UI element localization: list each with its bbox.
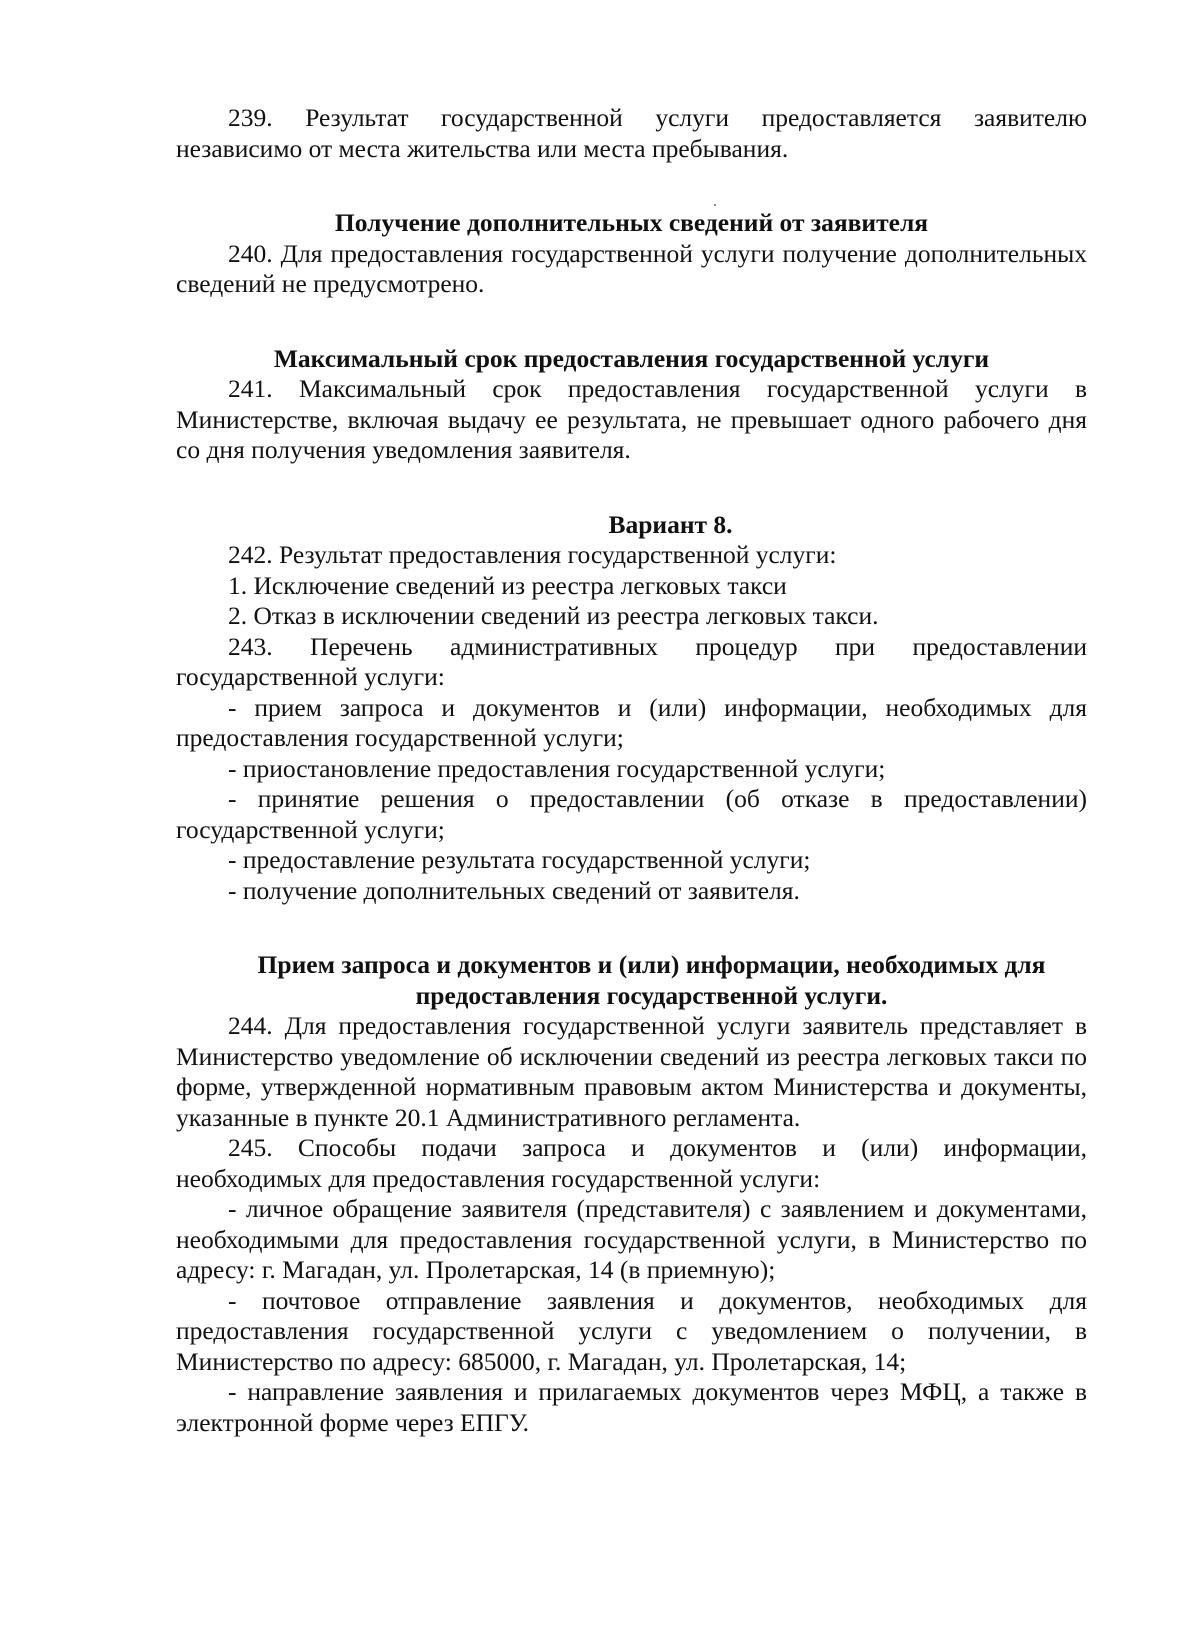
paragraph-242: 242. Результат предоставления государственной услуги:	[228, 540, 837, 569]
submission-method-item: - личное обращение заявителя (представителя) с заявлением и документами, необходимыми для предоставления государственной услуги, в Министерство по адресу: г. Магадан, ул. Пролетарская, 14 (в приемную);	[176, 1194, 1087, 1284]
procedure-list-item: - прием запроса и документов и (или) информации, необходимых для предоставления государственной услуги;	[176, 692, 1087, 752]
heading-reception: Прием запроса и документов и (или) информации, необходимых для предоставления государственной услуги.	[257, 950, 1046, 1010]
heading-variant: Вариант 8.	[608, 509, 733, 539]
paragraph-240: 240. Для предоставления государственной услуги получение дополнительных сведений не предусмотрено.	[176, 238, 1087, 298]
paragraph-244: 244. Для предоставления государственной услуги заявитель представляет в Министерство уведомление об исключении сведений из реестра легковых такси по форме, утвержденной нормативным правовым актом Министерства и документы, указанные в пункте 20.1 Административного регламента.	[176, 1011, 1087, 1132]
procedure-list-item: - предоставление результата государственной услуги;	[228, 845, 811, 874]
procedure-list-item: - приостановление предоставления государственной услуги;	[228, 753, 886, 783]
heading-additional-info: Получение дополнительных сведений от заявителя	[334, 208, 929, 237]
procedure-list-item: - получение дополнительных сведений от заявителя.	[228, 875, 800, 905]
paragraph-245: 245. Способы подачи запроса и документов и (или) информации, необходимых для предоставления государственной услуги:	[176, 1133, 1087, 1193]
submission-method-item: - почтовое отправление заявления и документов, необходимых для предоставления государственной услуги с уведомлением о получении, в Министерство по адресу: 685000, г. Магадан, ул. Пролетарская, 14;	[176, 1285, 1087, 1376]
procedure-list-item: - принятие решения о предоставлении (об отказе в предоставлении) государственной услуги;	[176, 784, 1087, 844]
paragraph-239: 239. Результат государственной услуги предоставляется заявителю независимо от места жительства или места пребывания.	[176, 103, 1087, 163]
scan-speck	[714, 204, 716, 206]
paragraph-241: 241. Максимальный срок предоставления государственной услуги в Министерстве, включая выдачу ее результата, не превышает одного рабочего дня со дня получения уведомления заявителя.	[176, 374, 1087, 464]
paragraph-243: 243. Перечень административных процедур при предоставлении государственной услуги:	[176, 631, 1087, 691]
paragraph-242-item-2: 2. Отказ в исключении сведений из реестра легковых такси.	[228, 601, 879, 630]
submission-method-item: - направление заявления и прилагаемых документов через МФЦ, а также в электронной форме через ЕПГУ.	[176, 1377, 1087, 1437]
heading-max-term: Максимальный срок предоставления государственной услуги	[273, 343, 990, 373]
paragraph-242-item-1: 1. Исключение сведений из реестра легковых такси	[228, 570, 787, 600]
